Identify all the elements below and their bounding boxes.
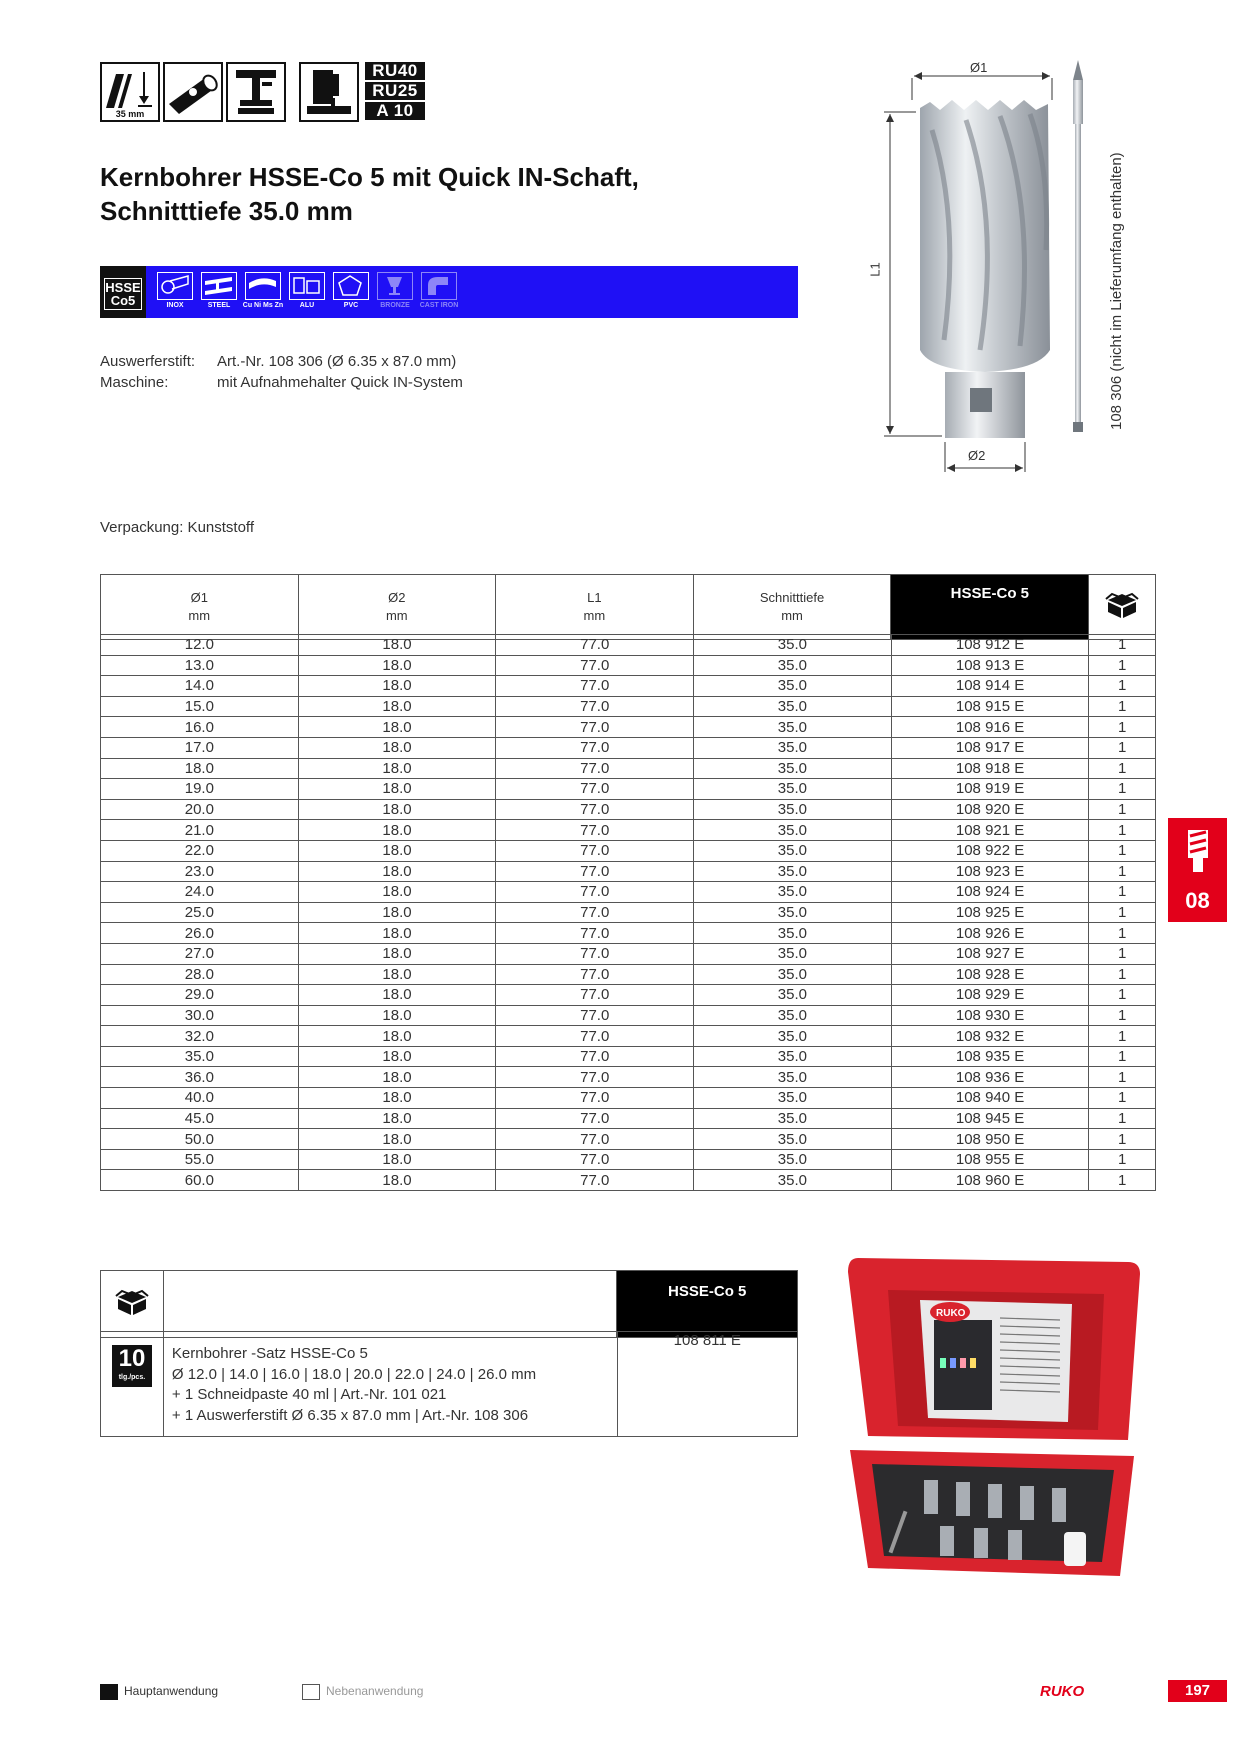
cell-l1: 77.0 [496,985,694,1006]
cell-article: 108 960 E [891,1170,1089,1191]
material-pvc [330,270,372,314]
material-label: STEEL [207,302,231,309]
table-row [101,882,1156,903]
cell-cut-depth: 35.0 [694,1088,892,1109]
table-row [101,779,1156,800]
cell-package-qty: 1 [1089,820,1156,841]
col-package [1089,575,1156,640]
package-box-icon [1105,590,1139,620]
cell-package-qty: 1 [1089,758,1156,779]
cell-package-qty: 1 [1089,1088,1156,1109]
material-label: CAST IRON [419,302,459,309]
material-label: ALU [299,302,315,309]
material-alu [286,270,328,314]
cell-l1: 77.0 [496,676,694,697]
cell-package-qty: 1 [1089,840,1156,861]
material-steel [198,270,240,314]
cell-d2: 18.0 [298,1088,496,1109]
cell-d2: 18.0 [298,758,496,779]
cutting-depth-icon [100,62,160,122]
cell-d1: 55.0 [101,1149,299,1170]
table-row [101,1046,1156,1067]
ejector-pin-note: 108 306 (nicht im Lieferumfang enthalten) [1108,152,1125,430]
cell-l1: 77.0 [496,1026,694,1047]
cell-article: 108 918 E [891,758,1089,779]
cell-d2: 18.0 [298,1108,496,1129]
legend-main-use [100,1684,218,1700]
material-bronze [374,270,416,314]
d1-label: Ø1 [970,60,988,75]
cell-d1: 18.0 [101,758,299,779]
cell-d1: 32.0 [101,1026,299,1047]
cell-d2: 18.0 [298,1026,496,1047]
cell-d1: 23.0 [101,861,299,882]
cell-package-qty: 1 [1089,1149,1156,1170]
cell-l1: 77.0 [496,655,694,676]
steel-beam-icon [201,272,237,300]
cell-cut-depth: 35.0 [694,696,892,717]
cell-article: 108 924 E [891,882,1089,903]
table-row [101,1108,1156,1129]
cell-article: 108 920 E [891,799,1089,820]
cell-d2: 18.0 [298,655,496,676]
table-row [101,1067,1156,1088]
cell-d2: 18.0 [298,799,496,820]
material-label: PVC [343,302,359,309]
cell-package-qty: 1 [1089,635,1156,656]
cell-cut-depth: 35.0 [694,882,892,903]
cell-l1: 77.0 [496,943,694,964]
set-pcs-cell [101,1332,164,1437]
cell-package-qty: 1 [1089,655,1156,676]
cell-l1: 77.0 [496,1005,694,1026]
cell-cut-depth: 35.0 [694,1129,892,1150]
cell-package-qty: 1 [1089,1170,1156,1191]
cell-d1: 25.0 [101,902,299,923]
cell-package-qty: 1 [1089,799,1156,820]
aluminium-profile-icon [289,272,325,300]
cell-l1: 77.0 [496,696,694,717]
cell-l1: 77.0 [496,882,694,903]
pvc-molecule-icon [333,272,369,300]
cell-d2: 18.0 [298,676,496,697]
pipe-drilling-icon [163,62,223,122]
magnetic-drill-icon [299,62,359,122]
cell-package-qty: 1 [1089,943,1156,964]
material-label: Cu Ni Ms Zn [242,302,284,309]
cell-package-qty: 1 [1089,902,1156,923]
cell-cut-depth: 35.0 [694,717,892,738]
cell-package-qty: 1 [1089,1046,1156,1067]
cast-iron-pipe-icon [421,272,457,300]
pcs-number: 10 [118,1345,146,1372]
material-label: BRONZE [380,302,410,309]
cell-package-qty: 1 [1089,1026,1156,1047]
table-row [101,717,1156,738]
cell-l1: 77.0 [496,717,694,738]
set-line: + 1 Schneidpaste 40 ml | Art.-Nr. 101 021 [171,1386,447,1403]
cell-cut-depth: 35.0 [694,943,892,964]
cell-cut-depth: 35.0 [694,964,892,985]
secondary-use-icon [302,1684,320,1700]
table-row [101,799,1156,820]
cell-cut-depth: 35.0 [694,655,892,676]
set-line: Ø 12.0 | 14.0 | 16.0 | 18.0 | 20.0 | 22.0 | 24.0 | 26.0 mm [171,1365,537,1383]
table-row [101,676,1156,697]
cell-d1: 13.0 [101,655,299,676]
cell-article: 108 950 E [891,1129,1089,1150]
cell-d2: 18.0 [298,1170,496,1191]
secondary-use-label: Nebenanwendung [326,1684,424,1699]
table-row [101,758,1156,779]
title-line-2: Schnitttiefe 35.0 mm [100,196,353,226]
cell-cut-depth: 35.0 [694,758,892,779]
table-row [101,737,1156,758]
chapter-tab [1168,818,1227,922]
cell-l1: 77.0 [496,1170,694,1191]
cell-package-qty: 1 [1089,861,1156,882]
col-d2: Ø2 mm [298,575,496,640]
table-row [101,1005,1156,1026]
l1-label: L1 [867,262,883,277]
col-l1: L1 mm [496,575,694,640]
hsse-tag-line1: HSSE [105,280,141,295]
cell-d2: 18.0 [298,1046,496,1067]
cell-d1: 24.0 [101,882,299,903]
cell-d2: 18.0 [298,1067,496,1088]
cell-cut-depth: 35.0 [694,1005,892,1026]
cell-article: 108 919 E [891,779,1089,800]
col-article-hsse: HSSE-Co 5 [891,575,1089,640]
pipes-icon [157,272,193,300]
cell-cut-depth: 35.0 [694,985,892,1006]
cell-article: 108 936 E [891,1067,1089,1088]
cell-d1: 60.0 [101,1170,299,1191]
table-row [101,902,1156,923]
main-use-label: Hauptanwendung [124,1684,219,1699]
chapter-number: 08 [1185,888,1210,913]
cell-l1: 77.0 [496,820,694,841]
cell-cut-depth: 35.0 [694,902,892,923]
table-row [101,696,1156,717]
machine-info [100,373,463,393]
cell-d2: 18.0 [298,985,496,1006]
a10-badge: A 10 [365,102,425,120]
ru25-badge: RU25 [365,82,425,100]
cell-l1: 77.0 [496,799,694,820]
cell-package-qty: 1 [1089,737,1156,758]
hsse-co5-tag [100,266,146,318]
table-row [101,635,1156,656]
set-col-article: HSSE-Co 5 [617,1271,798,1338]
legend-secondary-use [302,1684,423,1700]
cell-d1: 30.0 [101,1005,299,1026]
cell-package-qty: 1 [1089,1067,1156,1088]
cell-d2: 18.0 [298,696,496,717]
cell-d1: 40.0 [101,1088,299,1109]
table-row [101,820,1156,841]
cell-d2: 18.0 [298,1149,496,1170]
cell-package-qty: 1 [1089,985,1156,1006]
ru40-badge: RU40 [365,62,425,80]
cell-l1: 77.0 [496,1108,694,1129]
d2-label: Ø2 [968,448,986,463]
pcs-unit: tlg./pcs. [118,1374,146,1381]
cell-d1: 50.0 [101,1129,299,1150]
cell-cut-depth: 35.0 [694,1067,892,1088]
cell-package-qty: 1 [1089,779,1156,800]
cell-d1: 19.0 [101,779,299,800]
cell-package-qty: 1 [1089,1129,1156,1150]
cell-d2: 18.0 [298,882,496,903]
cell-d2: 18.0 [298,737,496,758]
set-col-package [101,1271,164,1338]
cell-article: 108 935 E [891,1046,1089,1067]
cell-d1: 45.0 [101,1108,299,1129]
cell-d2: 18.0 [298,943,496,964]
table-row [101,1088,1156,1109]
cell-d1: 20.0 [101,799,299,820]
table-row [101,985,1156,1006]
cell-l1: 77.0 [496,861,694,882]
cell-article: 108 925 E [891,902,1089,923]
set-table-header [100,1270,798,1338]
cell-d2: 18.0 [298,1005,496,1026]
ejector-value: Art.-Nr. 108 306 (Ø 6.35 x 87.0 mm) [217,353,457,370]
table-row [101,943,1156,964]
cell-package-qty: 1 [1089,882,1156,903]
cell-d1: 16.0 [101,717,299,738]
material-inox [154,270,196,314]
cell-package-qty: 1 [1089,676,1156,697]
table-row [101,655,1156,676]
material-cast-iron [418,270,460,314]
cell-l1: 77.0 [496,1149,694,1170]
cell-article: 108 916 E [891,717,1089,738]
cell-package-qty: 1 [1089,964,1156,985]
cell-d1: 29.0 [101,985,299,1006]
drill-press-icon [226,62,286,122]
table-row [101,840,1156,861]
hsse-tag-line2: Co5 [110,293,136,308]
set-table [100,1331,798,1437]
cutting-depth-label: 35 mm [115,109,145,119]
ejector-info [100,352,456,372]
table-row [101,1026,1156,1047]
table-row [101,1332,798,1437]
material-label: INOX [166,302,184,309]
cell-article: 108 927 E [891,943,1089,964]
cell-article: 108 917 E [891,737,1089,758]
machine-value: mit Aufnahmehalter Quick IN-System [217,374,463,391]
cell-l1: 77.0 [496,758,694,779]
cell-article: 108 929 E [891,985,1089,1006]
cell-d1: 28.0 [101,964,299,985]
cell-cut-depth: 35.0 [694,635,892,656]
drill-set-case-image [828,1250,1148,1590]
cell-package-qty: 1 [1089,717,1156,738]
case-brand-text: RUKO [936,1308,966,1319]
cell-d2: 18.0 [298,635,496,656]
table-row [101,861,1156,882]
cell-d2: 18.0 [298,1129,496,1150]
set-line: Kernbohrer -Satz HSSE-Co 5 [171,1345,368,1362]
cell-cut-depth: 35.0 [694,1108,892,1129]
cell-l1: 77.0 [496,1067,694,1088]
cell-l1: 77.0 [496,635,694,656]
col-d1: Ø1 mm [101,575,299,640]
cell-d1: 17.0 [101,737,299,758]
cell-article: 108 914 E [891,676,1089,697]
cell-l1: 77.0 [496,840,694,861]
bronze-cup-icon [377,272,413,300]
cell-l1: 77.0 [496,1088,694,1109]
table-row [101,923,1156,944]
cell-article: 108 940 E [891,1088,1089,1109]
cell-cut-depth: 35.0 [694,1170,892,1191]
main-use-icon [100,1684,118,1700]
cell-d1: 22.0 [101,840,299,861]
cell-cut-depth: 35.0 [694,779,892,800]
set-col-description [163,1271,617,1338]
cell-d1: 14.0 [101,676,299,697]
cell-package-qty: 1 [1089,696,1156,717]
set-description-cell [163,1332,617,1437]
cell-article: 108 921 E [891,820,1089,841]
cell-article: 108 922 E [891,840,1089,861]
core-drill-icon [1185,828,1211,874]
machine-key: Maschine: [100,374,169,391]
cell-d1: 27.0 [101,943,299,964]
cell-l1: 77.0 [496,923,694,944]
cell-article: 108 930 E [891,1005,1089,1026]
cell-d1: 12.0 [101,635,299,656]
cell-l1: 77.0 [496,902,694,923]
cell-cut-depth: 35.0 [694,1046,892,1067]
cell-l1: 77.0 [496,1129,694,1150]
cell-article: 108 915 E [891,696,1089,717]
cell-d1: 21.0 [101,820,299,841]
cell-package-qty: 1 [1089,1005,1156,1026]
cell-d1: 35.0 [101,1046,299,1067]
cell-l1: 77.0 [496,1046,694,1067]
set-article-number: 108 811 E [617,1332,797,1437]
packaging-info: Verpackung: Kunststoff [100,519,254,536]
cell-article: 108 912 E [891,635,1089,656]
cell-article: 108 913 E [891,655,1089,676]
table-row [101,1170,1156,1191]
cell-cut-depth: 35.0 [694,799,892,820]
cell-article: 108 928 E [891,964,1089,985]
ejector-key: Auswerferstift: [100,353,196,370]
page-title [100,160,800,228]
cell-article: 108 945 E [891,1108,1089,1129]
cell-cut-depth: 35.0 [694,820,892,841]
cell-d1: 36.0 [101,1067,299,1088]
cell-d2: 18.0 [298,923,496,944]
title-line-1: Kernbohrer HSSE-Co 5 mit Quick IN-Schaft, [100,162,639,192]
cell-cut-depth: 35.0 [694,1149,892,1170]
cell-cut-depth: 35.0 [694,676,892,697]
cell-l1: 77.0 [496,964,694,985]
material-cu-ni-ms-zn [242,270,284,314]
cell-d2: 18.0 [298,779,496,800]
table-row [101,1129,1156,1150]
core-drill-diagram [867,50,1100,480]
cell-package-qty: 1 [1089,923,1156,944]
col-cut-depth: Schnitttiefe mm [693,575,891,640]
cell-d1: 26.0 [101,923,299,944]
drill-table-header [100,574,1156,640]
cell-article: 108 923 E [891,861,1089,882]
set-line: + 1 Auswerferstift Ø 6.35 x 87.0 mm | Art.-Nr. 108 306 [171,1406,529,1424]
page-number: 197 [1168,1680,1227,1702]
cell-cut-depth: 35.0 [694,840,892,861]
cell-d2: 18.0 [298,820,496,841]
metal-sheet-icon [245,272,281,300]
cell-cut-depth: 35.0 [694,737,892,758]
cell-article: 108 926 E [891,923,1089,944]
cell-article: 108 955 E [891,1149,1089,1170]
cell-l1: 77.0 [496,779,694,800]
package-box-icon [115,1287,149,1317]
pcs-badge [112,1345,152,1387]
cell-d2: 18.0 [298,717,496,738]
cell-article: 108 932 E [891,1026,1089,1047]
cell-d2: 18.0 [298,902,496,923]
cell-package-qty: 1 [1089,1108,1156,1129]
drill-table [100,634,1156,1191]
cell-d2: 18.0 [298,964,496,985]
table-row [101,1149,1156,1170]
brand-logo: RUKO [1040,1683,1085,1700]
table-row [101,964,1156,985]
machine-compatibility-badges [365,62,425,122]
cell-l1: 77.0 [496,737,694,758]
cell-cut-depth: 35.0 [694,1026,892,1047]
cell-cut-depth: 35.0 [694,923,892,944]
cell-d2: 18.0 [298,861,496,882]
cell-d1: 15.0 [101,696,299,717]
cell-cut-depth: 35.0 [694,861,892,882]
cell-d2: 18.0 [298,840,496,861]
